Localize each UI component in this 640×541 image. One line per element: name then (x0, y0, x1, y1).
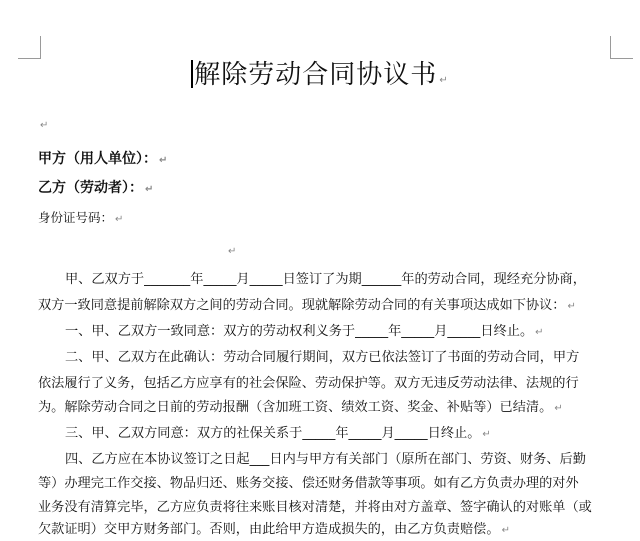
body-line: 为。解除劳动合同之日前的劳动报酬（含加班工资、绩效工资、奖金、补贴等）已结清。 ↵ (38, 400, 563, 415)
text-cursor (191, 60, 193, 88)
party-b-label: 乙方（劳动者）： (38, 180, 143, 196)
empty-paragraph (226, 241, 236, 262)
body-line: 甲、乙双方于_______年_____月_____日签订了为期______年的劳动合同，现经充分协商， (65, 272, 586, 287)
party-a-line (38, 149, 167, 171)
party-b-line (38, 178, 153, 200)
body-line: 欠款证明）交甲方财务部门。否则，由此给甲方造成损失的，由乙方负责赔偿。 ↵ (38, 522, 510, 537)
body-line: 二、甲、乙双方在此确认：劳动合同履行期间，双方已依法签订了书面的劳动合同，甲方 (65, 350, 580, 365)
id-number-label: 身份证号码： (38, 210, 114, 225)
body-line: 等）办理完工作交接、物品归还、账务交接、偿还财务借款等事项。如有乙方负责办理的对外 (38, 476, 579, 491)
paragraph-mark: ↵ (115, 214, 124, 225)
empty-paragraph (38, 115, 48, 136)
body-line: 业务没有清算完毕，乙方应负责将往来账目核对清楚，并将由对方盖章、签字确认的对账单（或 (38, 500, 592, 515)
id-number-line (38, 208, 123, 230)
body-line: 一、甲、乙双方一致同意：双方的劳动权利义务于_____年_____月_____日终止。 ↵ (65, 324, 544, 339)
paragraph-mark: ↵ (159, 155, 168, 166)
paragraph-mark: ↵ (228, 246, 237, 257)
title-text: 解除劳动合同协议书 (194, 60, 438, 90)
paragraph-mark: ↵ (40, 120, 49, 131)
paragraph-mark: ↵ (439, 75, 449, 86)
body-line: 双方一致同意提前解除双方之间的劳动合同。现就解除劳动合同的有关事项达成如下协议： ↵ (38, 298, 576, 313)
body-line: 四、乙方应在本协议签订之日起___日内与甲方有关部门（原所在部门、劳资、财务、后勤 (65, 452, 586, 467)
paragraph-mark: ↵ (145, 184, 154, 195)
party-a-label: 甲方（用人单位）： (38, 151, 157, 167)
body-line: 三、甲、乙双方同意：双方的社保关系于_____年_____月_____日终止。 ↵ (65, 426, 491, 441)
document-title (0, 58, 640, 98)
body-line: 依法履行了义务，包括乙方应享有的社会保险、劳动保护等。双方无违反劳动法律、法规的行 (38, 376, 579, 391)
